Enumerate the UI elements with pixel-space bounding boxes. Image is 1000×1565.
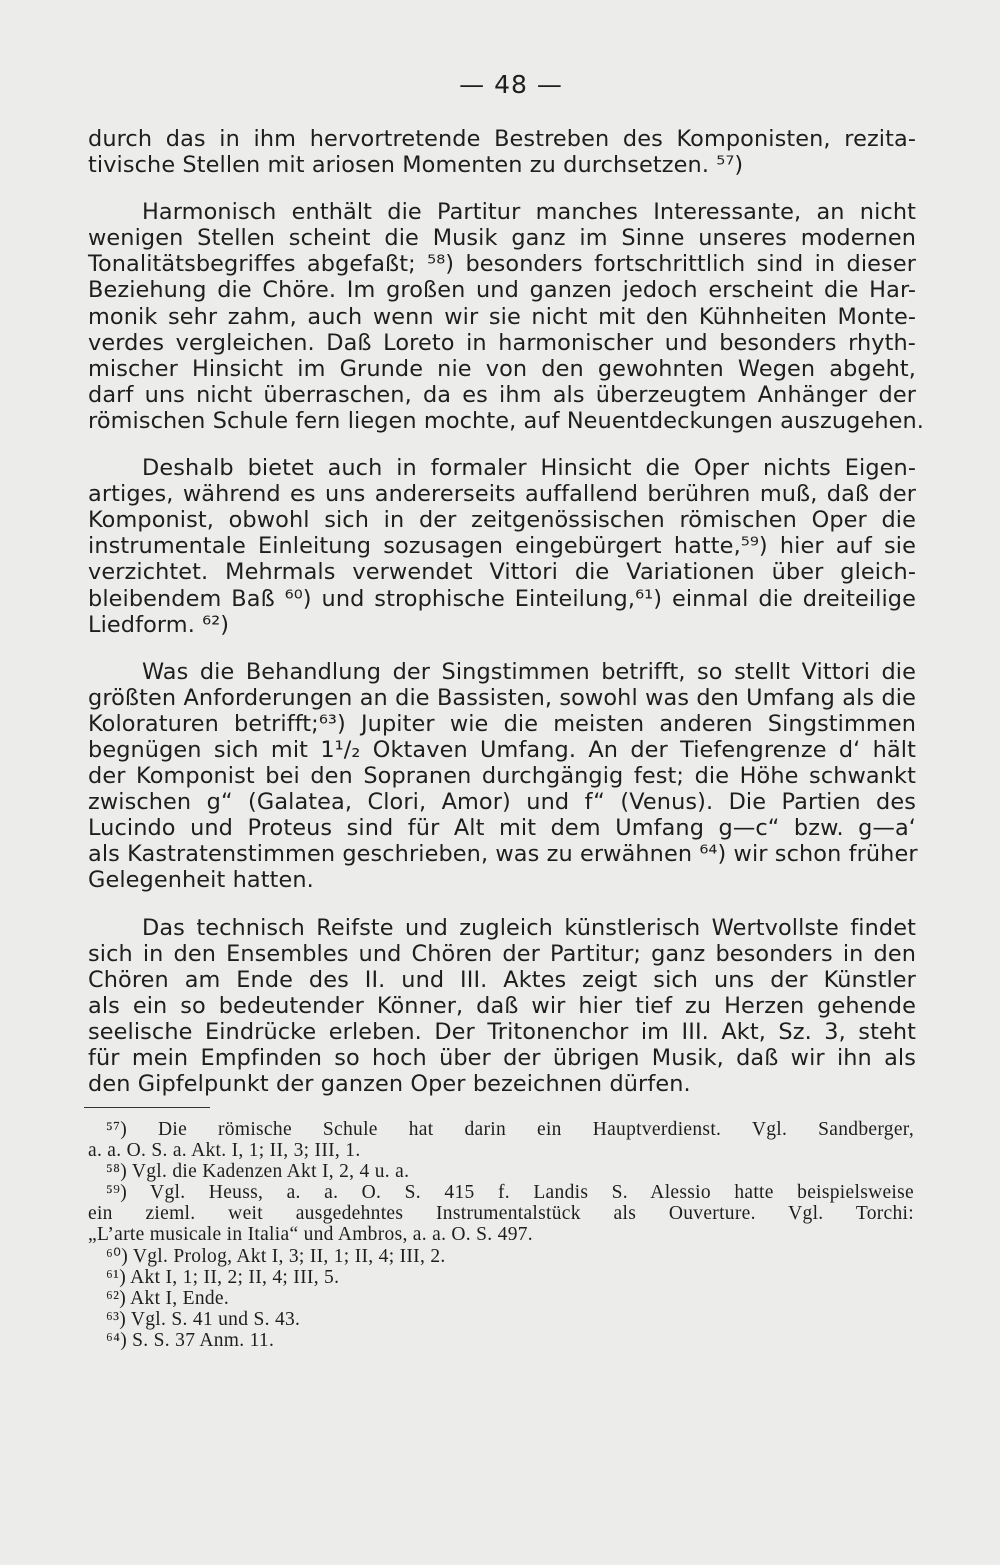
footnote-divider bbox=[84, 1107, 210, 1108]
footnote-line: ⁶²) Akt I, Ende. bbox=[106, 1287, 230, 1309]
text-line: römischen Schule fern liegen mochte, auf Neuentdeckungen auszugehen. bbox=[88, 407, 925, 434]
text-line: Gelegenheit hatten. bbox=[88, 867, 314, 894]
text-line: seelische Eindrücke erleben. Der Tritonenchor im III. Akt, Sz. 3, steht bbox=[88, 1018, 916, 1045]
footnote-line: ⁵⁷) Die römische Schule hat darin ein Hauptverdienst. Vgl. Sandberger, bbox=[106, 1119, 914, 1140]
text-line: monik sehr zahm, auch wenn wir sie nicht mit den Kühnheiten Monte- bbox=[88, 303, 916, 330]
text-line: Was die Behandlung der Singstimmen betrifft, so stellt Vittori die bbox=[142, 658, 916, 685]
text-line: bleibendem Baß ⁶⁰) und strophische Einteilung,⁶¹) einmal die dreiteilige bbox=[88, 585, 916, 612]
footnote-line: ein zieml. weit ausgedehntes Instrumentalstück als Ouverture. Vgl. Torchi: bbox=[88, 1203, 914, 1225]
paragraph bbox=[88, 455, 916, 638]
text-line: zwischen g“ (Galatea, Clori, Amor) und f“ (Venus). Die Partien des bbox=[88, 789, 916, 816]
text-line: Lucindo und Proteus sind für Alt mit dem Umfang g—c“ bzw. g—a‘ bbox=[88, 815, 916, 842]
text-line: sich in den Ensembles und Chören der Partitur; ganz besonders in den bbox=[88, 940, 916, 967]
footnote-line: ⁵⁸) Vgl. die Kadenzen Akt I, 2, 4 u. a. bbox=[106, 1161, 410, 1183]
text-line: verdes vergleichen. Daß Loreto in harmonischer und besonders rhyth- bbox=[88, 329, 916, 356]
text-line: begnügen sich mit 1¹/₂ Oktaven Umfang. An der Tiefengrenze d‘ hält bbox=[88, 736, 916, 763]
paragraph bbox=[88, 126, 916, 178]
text-line: durch das in ihm hervortretende Bestreben des Komponisten, rezita- bbox=[88, 126, 916, 152]
text-line: Tonalitätsbegriffes abgefaßt; ⁵⁸) besonders fortschrittlich sind in dieser bbox=[88, 251, 916, 278]
footnote-line: ⁵⁹) Vgl. Heuss, a. a. O. S. 415 f. Landis S. Alessio hatte beispielsweise bbox=[106, 1182, 914, 1204]
text-line: tivische Stellen mit ariosen Momenten zu durchsetzen. ⁵⁷) bbox=[88, 152, 744, 179]
footnote-line: „L’arte musicale in Italia“ und Ambros, a. a. O. S. 497. bbox=[88, 1224, 533, 1246]
text-line: Beziehung die Chöre. Im großen und ganzen jedoch erscheint die Har- bbox=[88, 277, 916, 304]
paragraph bbox=[88, 915, 916, 1098]
text-line: als ein so bedeutender Könner, daß wir hier tief zu Herzen gehende bbox=[88, 992, 916, 1019]
text-line: Harmonisch enthält die Partitur manches Interessante, an nicht bbox=[142, 199, 916, 226]
text-line: wenigen Stellen scheint die Musik ganz im Sinne unseres modernen bbox=[88, 225, 916, 252]
text-line: Koloraturen betrifft;⁶³) Jupiter wie die meisten anderen Singstimmen bbox=[88, 710, 916, 737]
text-line: größten Anforderungen an die Bassisten, sowohl was den Umfang als die bbox=[88, 684, 916, 711]
paragraph bbox=[88, 199, 925, 434]
text-line: Deshalb bietet auch in formaler Hinsicht die Oper nichts Eigen- bbox=[142, 455, 916, 482]
text-line: als Kastratenstimmen geschrieben, was zu erwähnen ⁶⁴) wir schon früher bbox=[88, 841, 918, 868]
text-line: den Gipfelpunkt der ganzen Oper bezeichnen dürfen. bbox=[88, 1071, 691, 1098]
page-number: — 48 — bbox=[459, 70, 563, 99]
footnote-line: ⁶³) Vgl. S. 41 und S. 43. bbox=[106, 1308, 301, 1330]
text-line: Das technisch Reifste und zugleich künstlerisch Wertvollste findet bbox=[142, 914, 916, 941]
footnote-line: ⁶⁰) Vgl. Prolog, Akt I, 3; II, 1; II, 4; III, 2. bbox=[106, 1245, 446, 1267]
main-text bbox=[88, 126, 925, 1118]
paragraph bbox=[88, 659, 916, 894]
text-line: für mein Empfinden so hoch über der übrigen Musik, daß wir ihn als bbox=[88, 1045, 916, 1071]
footnote-line: ⁶⁴) S. S. 37 Anm. 11. bbox=[106, 1329, 275, 1351]
text-line: instrumentale Einleitung sozusagen eingebürgert hatte,⁵⁹) hier auf sie bbox=[88, 533, 916, 560]
text-line: artiges, während es uns andererseits auffallend berühren muß, daß der bbox=[88, 481, 916, 508]
text-line: verzichtet. Mehrmals verwendet Vittori die Variationen über gleich- bbox=[88, 559, 916, 586]
text-line: Chören am Ende des II. und III. Aktes zeigt sich uns der Künstler bbox=[88, 966, 916, 993]
footnote-line: a. a. O. S. a. Akt. I, 1; II, 3; III, 1. bbox=[88, 1140, 361, 1162]
text-line: Komponist, obwohl sich in der zeitgenössischen römischen Oper die bbox=[88, 507, 916, 534]
text-line: Liedform. ⁶²) bbox=[88, 611, 230, 638]
text-line: mischer Hinsicht im Grunde nie von den gewohnten Wegen abgeht, bbox=[88, 355, 916, 382]
footnotes bbox=[88, 1119, 914, 1351]
text-line: darf uns nicht überraschen, da es ihm als überzeugtem Anhänger der bbox=[88, 381, 916, 408]
text-line: der Komponist bei den Sopranen durchgängig fest; die Höhe schwankt bbox=[88, 763, 916, 790]
footnote-line: ⁶¹) Akt I, 1; II, 2; II, 4; III, 5. bbox=[106, 1266, 340, 1288]
